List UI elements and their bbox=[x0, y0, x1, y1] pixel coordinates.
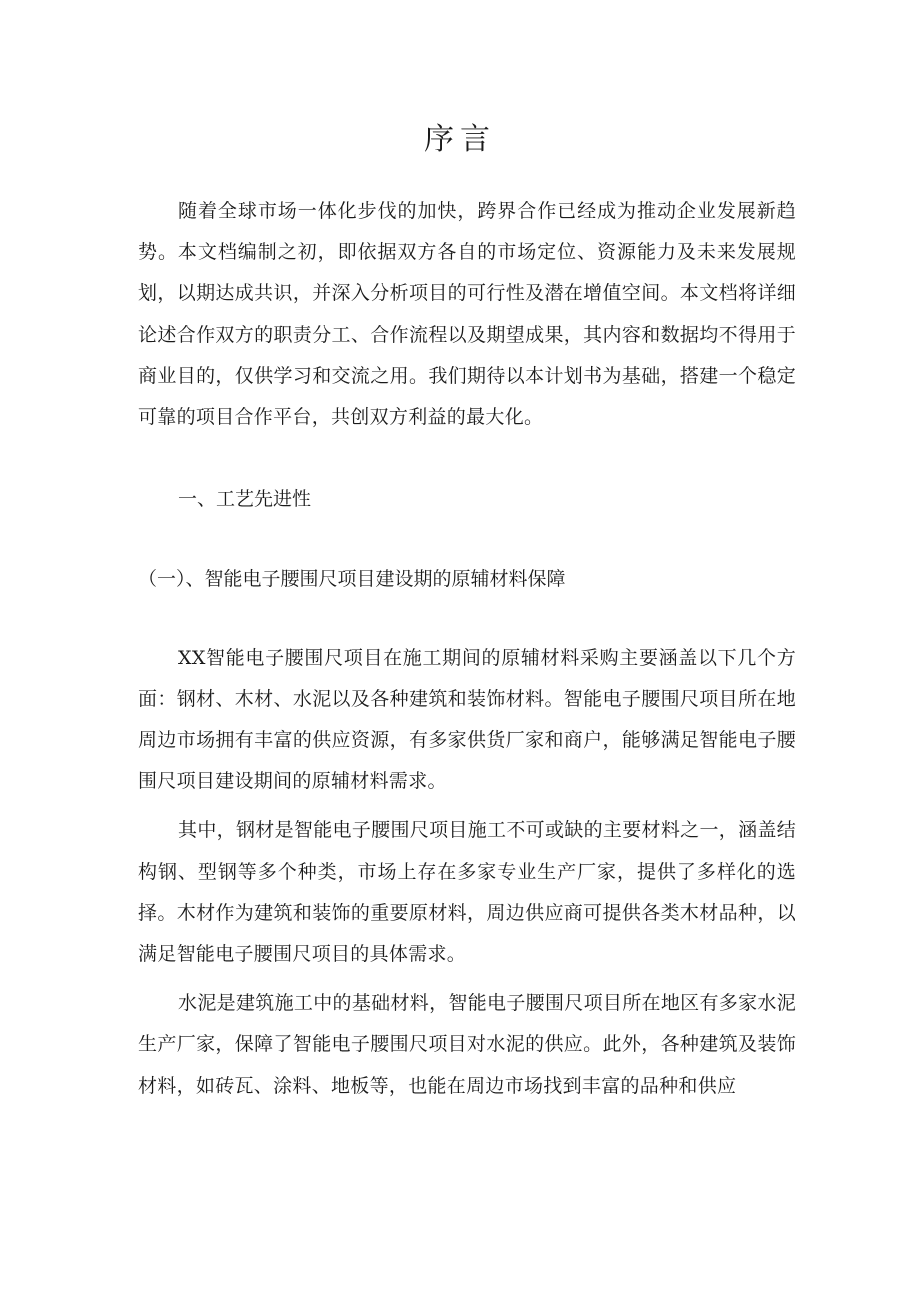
section-heading: 一、工艺先进性 bbox=[178, 488, 312, 511]
preface-paragraph: 随着全球市场一体化步伐的加快，跨界合作已经成为推动企业发展新趋势。本文档编制之初，即依据双方各自的市场定位、资源能力及未来发展规划，以期达成共识，并深入分析项目的可行性及潜在增值空间。本文档将详细论述合作双方的职责分工、合作流程以及期望成果，其内容和数据均不得用于商业目的，仅供学习和交流之用。我们期待以本计划书为基础，搭建一个稳定可靠的项目合作平台，共创双方利益的最大化。 bbox=[138, 200, 796, 429]
spacer bbox=[138, 520, 796, 559]
spacer bbox=[138, 601, 796, 638]
body-paragraph: 其中，钢材是智能电子腰围尺项目施工不可或缺的主要材料之一，涵盖结构钢、型钢等多个种类，市场上存在多家专业生产厂家，提供了多样化的选择。木材作为建筑和装饰的重要原材料，周边供应商可提供各类木材品种，以满足智能电子腰围尺项目的具体需求。 bbox=[138, 819, 796, 966]
subsection-heading: （一）、智能电子腰围尺项目建设期的原辅材料保障 bbox=[138, 568, 566, 591]
spacer bbox=[138, 438, 796, 479]
page-title: 序言 bbox=[424, 122, 496, 157]
document-body bbox=[138, 191, 796, 1107]
spacer bbox=[138, 975, 796, 983]
spacer bbox=[138, 802, 796, 810]
body-paragraph: XX智能电子腰围尺项目在施工期间的原辅材料采购主要涵盖以下几个方面：钢材、木材、水泥以及各种建筑和装饰材料。智能电子腰围尺项目所在地周边市场拥有丰富的供应资源，有多家供货厂家和商户，能够满足智能电子腰围尺项目建设期间的原辅材料需求。 bbox=[138, 646, 796, 793]
body-paragraph: 水泥是建筑施工中的基础材料，智能电子腰围尺项目所在地区有多家水泥生产厂家，保障了智能电子腰围尺项目对水泥的供应。此外，各种建筑及装饰材料，如砖瓦、涂料、地板等，也能在周边市场找到丰富的品种和供应 bbox=[138, 992, 796, 1097]
